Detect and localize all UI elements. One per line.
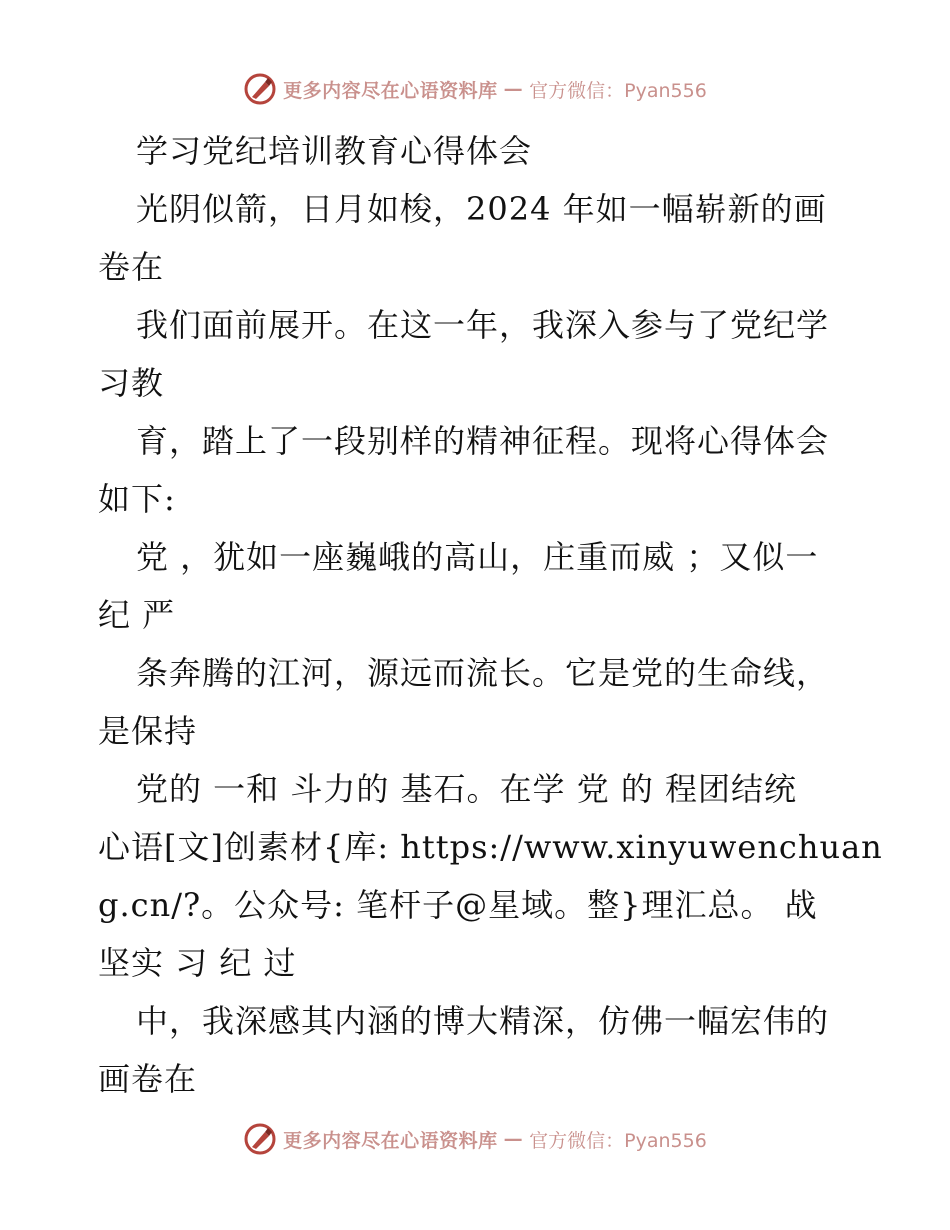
footer-contact-text: 官方微信：Pyan556 [529, 1129, 707, 1152]
paragraph-line: 党的 一和 斗力的 基石。在学 党 的 程团结统 [136, 770, 798, 808]
paragraph-line: 中，我深感其内涵的博大精深，仿佛一幅宏伟的 [136, 1002, 830, 1040]
header-brand-text: 更多内容尽在心语资料库 [283, 79, 498, 102]
header-contact-text: 官方微信：Pyan556 [529, 79, 707, 102]
footer-brand-text: 更多内容尽在心语资料库 [283, 1129, 498, 1152]
footer-banner [0, 1122, 950, 1156]
paragraph-line: 习教 [98, 364, 165, 402]
paragraph-line: g.cn/?。公众号: 笔杆子@星域。整}理汇总。 战 [98, 886, 818, 924]
paragraph-line: 条奔腾的江河，源远而流长。它是党的生命线， [136, 654, 830, 692]
header-dash: — [503, 78, 524, 100]
document-body [98, 122, 883, 1108]
paragraph-line: 光阴似箭，日月如梭，2024 年如一幅崭新的画 [136, 190, 827, 228]
paragraph-line: 育，踏上了一段别样的精神征程。现将心得体会 [136, 422, 830, 460]
paragraph-line: 卷在 [98, 248, 165, 286]
writing-brush-logo-icon [243, 1122, 277, 1156]
paragraph-line: 如下: [98, 480, 176, 518]
header-banner [0, 72, 950, 106]
paragraph-line: 纪 严 [98, 596, 176, 634]
writing-brush-logo-icon [243, 72, 277, 106]
paragraph-line: 我们面前展开。在这一年，我深入参与了党纪学 [136, 306, 830, 344]
paragraph-line: 是保持 [98, 712, 198, 750]
paragraph-line: 党 ，犹如一座巍峨的高山，庄重而威 ；又似一 [136, 538, 819, 576]
footer-dash: — [503, 1128, 524, 1150]
paragraph-line: 心语[文]创素材{库: https://www.xinyuwenchuan [98, 828, 883, 866]
paragraph-line: 画卷在 [98, 1060, 198, 1098]
document-title: 学习党纪培训教育心得体会 [136, 132, 533, 170]
paragraph-line: 坚实 习 纪 过 [98, 944, 297, 982]
